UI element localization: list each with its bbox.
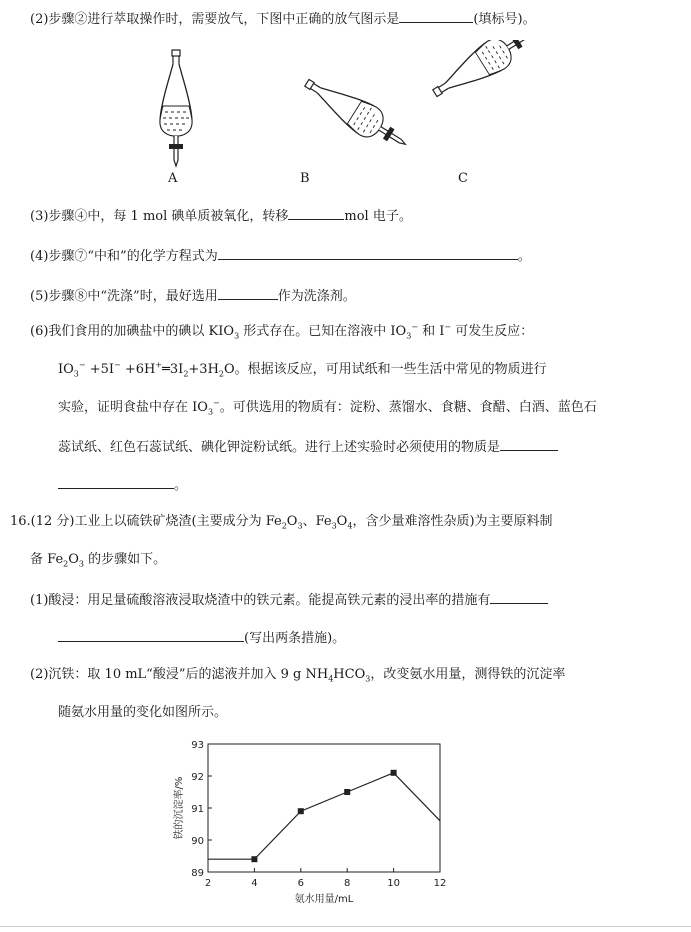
x-tick-label: 2 — [204, 878, 212, 889]
q6-text: 蕊试纸、红色石蕊试纸、碘化钾淀粉试纸。进行上述实验时必须使用的物质是 — [58, 440, 501, 455]
question-2-suffix: (填标号)。 — [473, 12, 536, 27]
q6-text: 实验，证明食盐中存在 IO — [58, 400, 208, 415]
funnel-b-icon — [298, 69, 413, 158]
figure-label-b: B — [300, 171, 310, 186]
question-5-text: (5)步骤⑧中“洗涤”时，最好选用 — [30, 289, 218, 304]
question-2-text: (2)步骤②进行萃取操作时，需要放气，下图中正确的放气图示是 — [30, 12, 400, 27]
question-16-1-line-2 — [58, 627, 345, 649]
superscript: + — [155, 360, 163, 370]
data-point-marker — [344, 789, 350, 795]
answer-blank-q2[interactable] — [399, 8, 473, 23]
subscript: 4 — [328, 674, 334, 684]
q6-text: +3H — [188, 362, 219, 377]
question-16-line-1 — [10, 512, 553, 532]
q16-2-text: 随氨水用量的变化如图所示。 — [58, 705, 228, 720]
question-6-line-1 — [30, 322, 533, 342]
funnel-a-icon — [160, 50, 192, 166]
subscript: 3 — [78, 559, 84, 569]
subscript: 4 — [347, 521, 353, 531]
question-16-2-line-1 — [30, 665, 565, 685]
data-point-marker — [391, 770, 397, 776]
superscript: − — [444, 322, 452, 332]
question-4-text: (4)步骤⑦“中和”的化学方程式为 — [30, 249, 218, 264]
subscript: 3 — [365, 674, 371, 684]
subscript: 3 — [331, 521, 337, 531]
superscript: − — [411, 322, 419, 332]
subscript: 3 — [73, 369, 79, 379]
precipitation-rate-chart — [160, 732, 480, 912]
question-4 — [30, 245, 531, 267]
subscript: 2 — [183, 369, 189, 379]
answer-blank-q16-1b[interactable] — [58, 627, 244, 642]
q6-text: (6)我们食用的加碘盐中的碘以 KIO — [30, 324, 235, 339]
y-tick-label: 91 — [191, 804, 204, 815]
question-3 — [30, 205, 412, 227]
q6-text: 。可供选用的物质有：淀粉、蒸馏水、食糖、食醋、白酒、蓝色石 — [219, 400, 597, 415]
q16-text: O — [68, 552, 79, 567]
subscript: 2 — [218, 369, 225, 379]
subscript: 2 — [281, 521, 287, 531]
plot-frame — [208, 744, 440, 872]
subscript: 3 — [207, 407, 214, 417]
q16-2-text: HCO — [333, 667, 366, 682]
data-point-marker — [251, 856, 257, 862]
answer-blank-q6a[interactable] — [500, 436, 558, 451]
funnel-c-icon — [426, 40, 540, 107]
q16-2-text: (2)沉铁：取 10 mL“酸浸”后的滤液并加入 9 g NH — [30, 667, 329, 682]
x-tick-label: 6 — [297, 878, 304, 889]
figure-label-a: A — [168, 171, 178, 186]
subscript: 3 — [234, 331, 240, 341]
x-tick-label: 4 — [251, 878, 258, 889]
y-tick-label: 93 — [191, 740, 204, 751]
x-tick-label: 10 — [387, 878, 400, 889]
q6-text: +5I — [85, 362, 115, 377]
question-6-line-5 — [58, 474, 187, 496]
question-16-line-2 — [30, 550, 166, 570]
q6-text: 可发生反应： — [451, 324, 534, 339]
y-tick-label: 89 — [191, 868, 204, 879]
question-16-1-line-1 — [30, 589, 548, 611]
superscript: − — [213, 398, 220, 408]
question-6-line-3 — [58, 398, 597, 418]
q16-text: O — [336, 514, 348, 529]
q6-text: O。根据该反应，可用试纸和一些生活中常见的物质进行 — [224, 362, 547, 377]
answer-blank-q3[interactable] — [288, 205, 344, 220]
y-tick-label: 92 — [191, 772, 204, 783]
subscript: 2 — [63, 559, 69, 569]
answer-blank-q4[interactable] — [218, 245, 518, 260]
question-5-suffix: 作为洗涤剂。 — [277, 289, 356, 304]
x-axis-label: 氨水用量/mL — [294, 894, 354, 905]
answer-blank-q16-1a[interactable] — [490, 589, 548, 604]
question-6-line-2 — [58, 360, 547, 380]
question-4-suffix: 。 — [517, 249, 531, 264]
q16-text: 、Fe — [302, 514, 332, 529]
subscript: 3 — [406, 331, 412, 341]
answer-blank-q6b[interactable] — [58, 474, 174, 489]
page-bottom-rule — [0, 926, 691, 927]
q16-text: 备 Fe — [30, 552, 64, 567]
q6-text: 。 — [174, 478, 188, 493]
q16-1-text: (1)酸浸：用足量硫酸溶液浸取烧渣中的铁元素。能提高铁元素的浸出率的措施有 — [30, 593, 491, 608]
q6-text: ═3I — [162, 362, 184, 377]
q16-1-text: (写出两条措施)。 — [244, 631, 346, 646]
series-line — [208, 773, 440, 859]
q6-text: IO — [58, 362, 74, 377]
superscript: − — [114, 360, 121, 370]
question-2 — [30, 8, 536, 30]
q6-text: +6H — [120, 362, 156, 377]
data-point-marker — [298, 808, 304, 814]
x-tick-label: 8 — [344, 878, 351, 889]
q6-text: 和 I — [418, 324, 445, 339]
question-3-text: (3)步骤④中，每 1 mol 碘单质被氧化，转移 — [30, 209, 289, 224]
subscript: 3 — [297, 521, 303, 531]
x-tick-label: 12 — [433, 878, 447, 889]
question-6-line-4 — [58, 436, 558, 458]
q16-2-text: ，改变氨水用量，测得铁的沉淀率 — [370, 667, 566, 682]
figure-label-c: C — [458, 171, 468, 186]
q16-text: 16.(12 分)工业上以硫铁矿烧渣(主要成分为 Fe — [10, 514, 282, 529]
q16-text: O — [286, 514, 298, 529]
question-5 — [30, 285, 356, 307]
answer-blank-q5[interactable] — [218, 285, 278, 300]
question-3-suffix: mol 电子。 — [344, 209, 412, 224]
q16-text: ，含少量难溶性杂质)为主要原料制 — [352, 514, 553, 529]
superscript: − — [78, 360, 86, 370]
q6-text: 形式存在。已知在溶液中 IO — [239, 324, 407, 339]
separatory-funnel-figures — [140, 40, 540, 180]
q16-text: 的步骤如下。 — [84, 552, 167, 567]
question-16-2-line-2 — [58, 703, 227, 723]
y-tick-label: 90 — [191, 836, 204, 847]
y-axis-label: 铁的沉淀率/% — [174, 776, 185, 840]
